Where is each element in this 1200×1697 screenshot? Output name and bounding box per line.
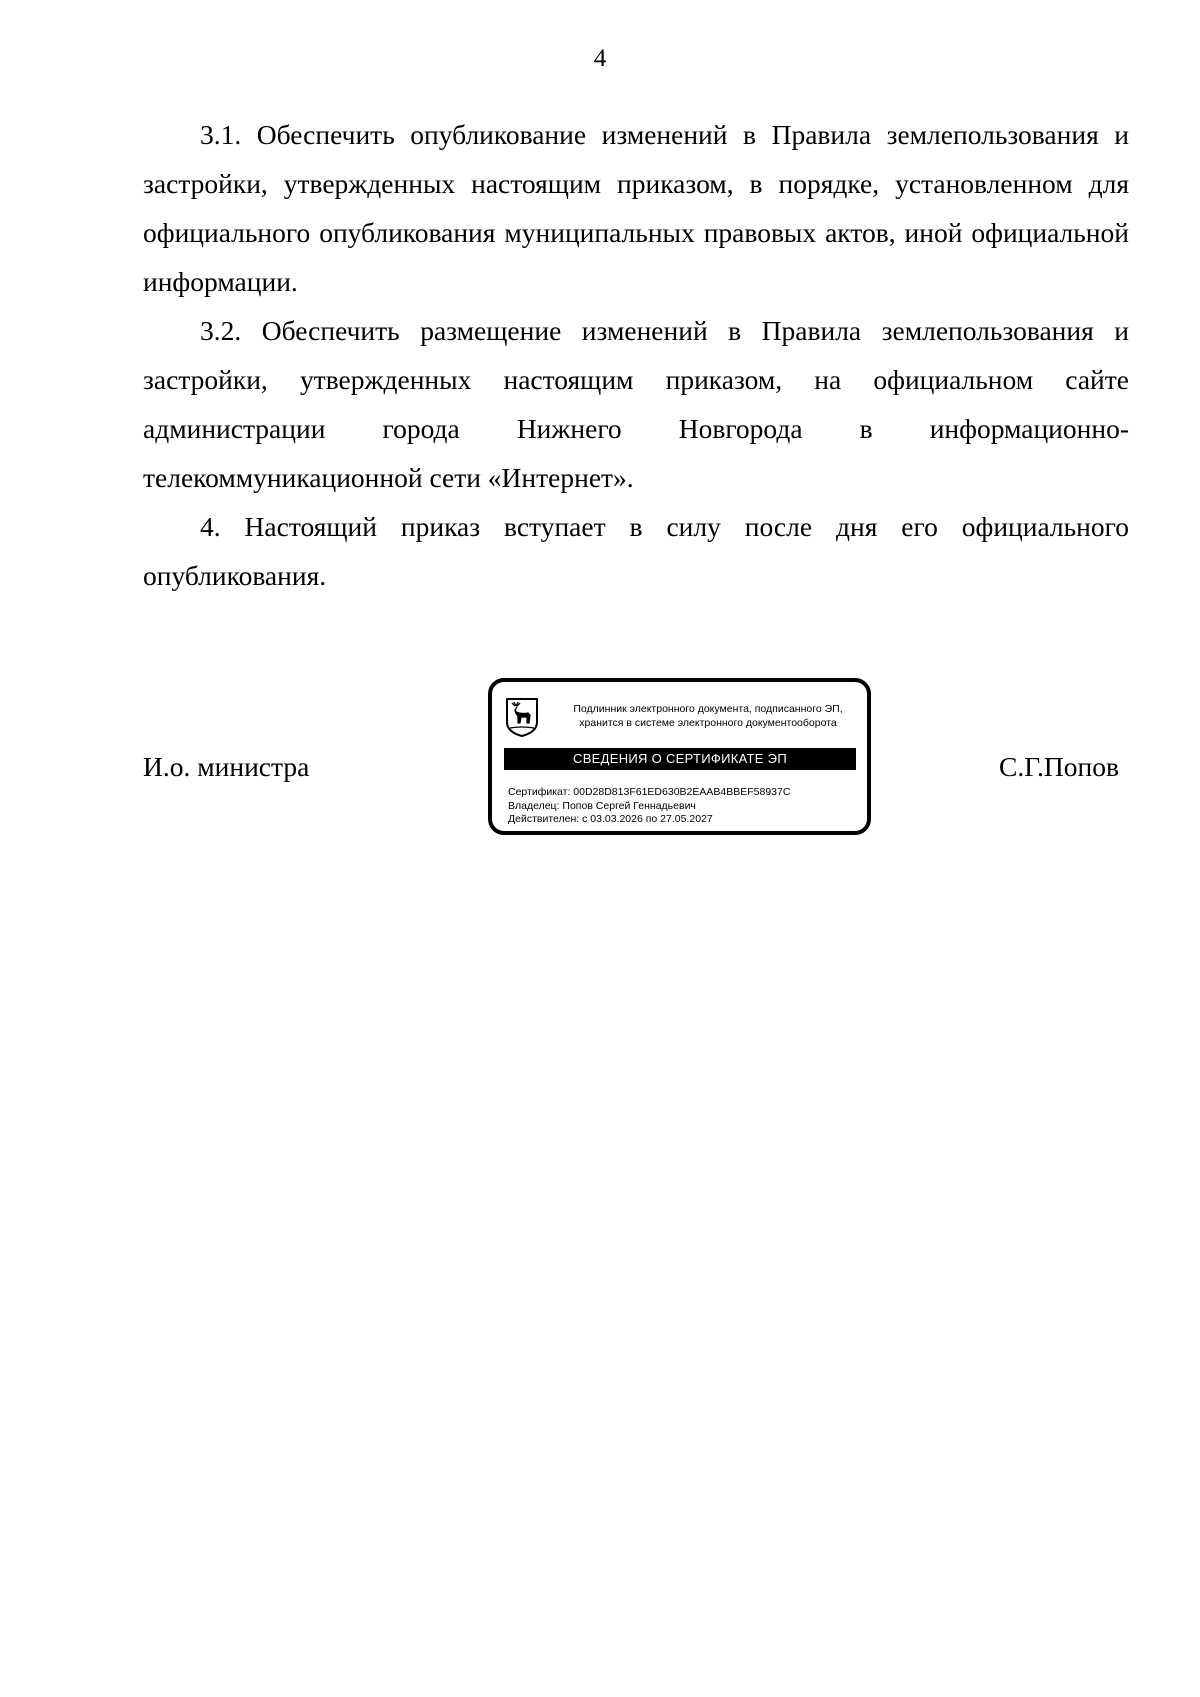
certificate-details — [508, 786, 858, 827]
stamp-note-line-2: хранится в системе электронного документооборота — [579, 717, 837, 729]
paragraph-4: 4. Настоящий приказ вступает в силу после дня его официального опубликования. — [143, 511, 1129, 591]
signatory-name: С.Г.Попов — [999, 751, 1119, 782]
coat-of-arms-deer-icon — [504, 696, 540, 738]
certificate-validity: Действителен: с 03.03.2026 по 27.05.2027 — [508, 813, 713, 825]
signatory-position: И.о. министра — [143, 751, 310, 782]
stamp-note-line-1: Подлинник электронного документа, подписанного ЭП, — [573, 703, 843, 715]
document-body — [143, 110, 1129, 600]
stamp-note — [552, 702, 864, 730]
electronic-signature-stamp — [488, 678, 871, 835]
stamp-header: СВЕДЕНИЯ О СЕРТИФИКАТЕ ЭП — [504, 748, 856, 770]
paragraph-3-1: 3.1. Обеспечить опубликование изменений в Правила землепользования и застройки, утвержденных настоящим приказом, в порядке, установленном для официального опубликования муниципальных правовых актов, иной официальной информации. — [143, 119, 1129, 297]
certificate-owner: Владелец: Попов Сергей Геннадьевич — [508, 799, 696, 812]
paragraph-3-2: 3.2. Обеспечить размещение изменений в Правила землепользования и застройки, утвержденных настоящим приказом, на официальном сайте администрации города Нижнего Новгорода в информационно-телекоммуникационной сети «Интернет». — [143, 315, 1129, 493]
page-number: 4 — [593, 45, 607, 72]
certificate-number: Сертификат: 00D28D813F61ED630B2EAAB4BBEF58937C — [508, 786, 791, 798]
